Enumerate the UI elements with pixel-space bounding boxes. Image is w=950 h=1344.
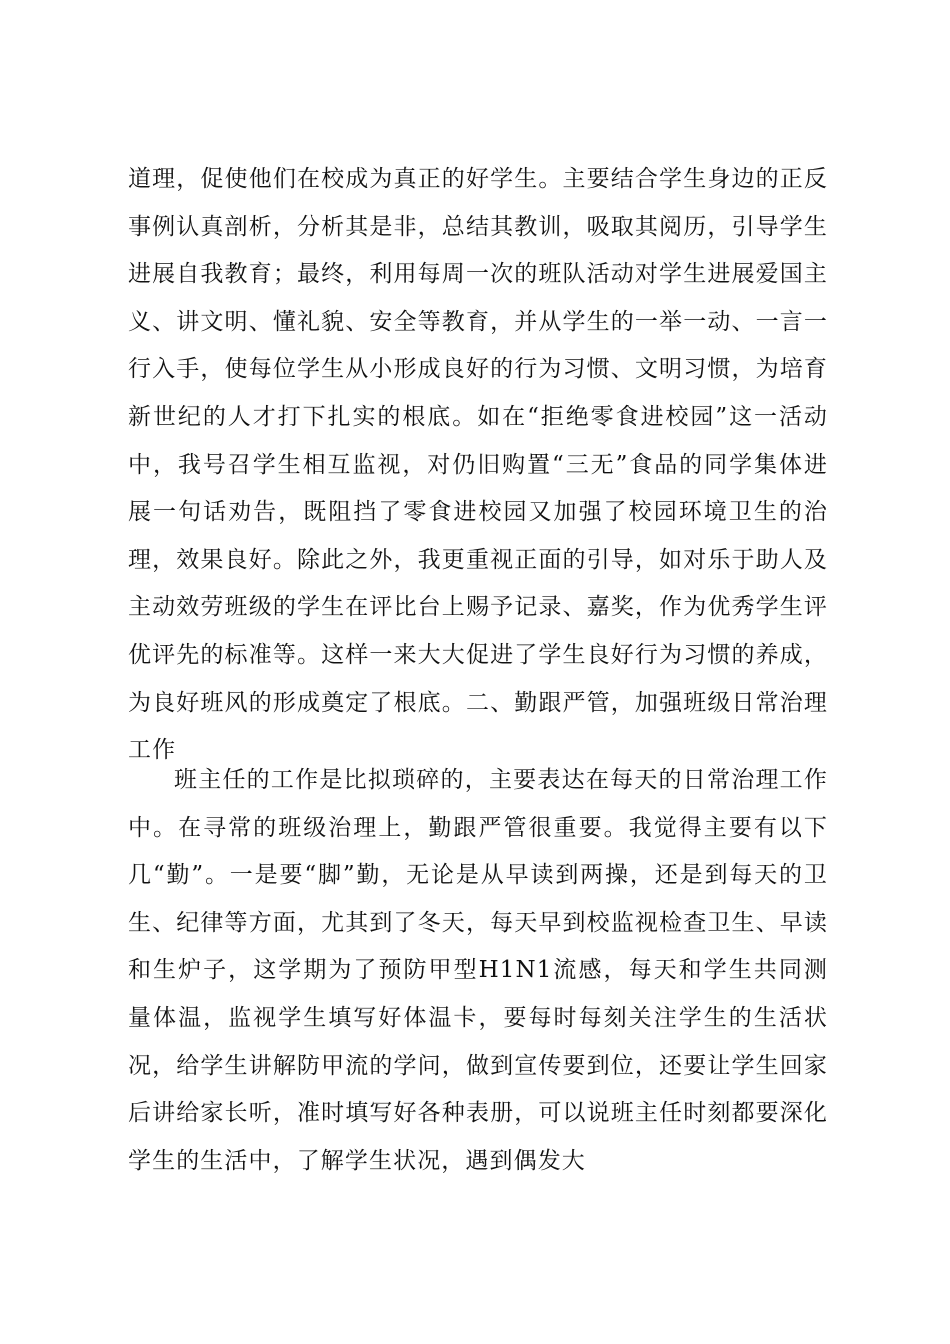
body-paragraph-1: 道理，促使他们在校成为真正的好学生。主要结合学生身边的正反事例认真剖析，分析其是非，总结其教训，吸取其阅历，引导学生进展自我教育；最终，利用每周一次的班队活动对学生进展爱国主义、讲文明、懂礼貌、安全等教育，并从学生的一举一动、一言一行入手，使每位学生从小形成良好的行为习惯、文明习惯，为培育新世纪的人才打下扎实的根底。如在“拒绝零食进校园”这一活动中，我号召学生相互监视，对仍旧购置“三无”食品的同学集体进展一句话劝告，既阻挡了零食进校园又加强了校园环境卫生的治理，效果良好。除此之外，我更重视正面的引导，如对乐于助人及主动效劳班级的学生在评比台上赐予记录、嘉奖，作为优秀学生评优评先的标准等。这样一来大大促进了学生良好行为习惯的养成，为良好班风的形成奠定了根底。二、勤跟严管，加强班级日常治理工作 — [128, 166, 828, 764]
body-paragraph-2: 班主任的工作是比拟琐碎的，主要表达在每天的日常治理工作中。在寻常的班级治理上，勤跟严管很重要。我觉得主要有以下几“勤”。一是要“脚”勤，无论是从早读到两操，还是到每天的卫生、纪律等方面，尤其到了冬天，每天早到校监视检查卫生、早读和生炉子，这学期为了预防甲型H1N1流感，每天和学生共同测量体温，监视学生填写好体温卡，要每时每刻关注学生的生活状况，给学生讲解防甲流的学问，做到宣传要到位，还要让学生回家后讲给家长听，准时填写好各种表册，可以说班主任时刻都要深化学生的生活中，了解学生状况，遇到偶发大 — [128, 767, 828, 1174]
